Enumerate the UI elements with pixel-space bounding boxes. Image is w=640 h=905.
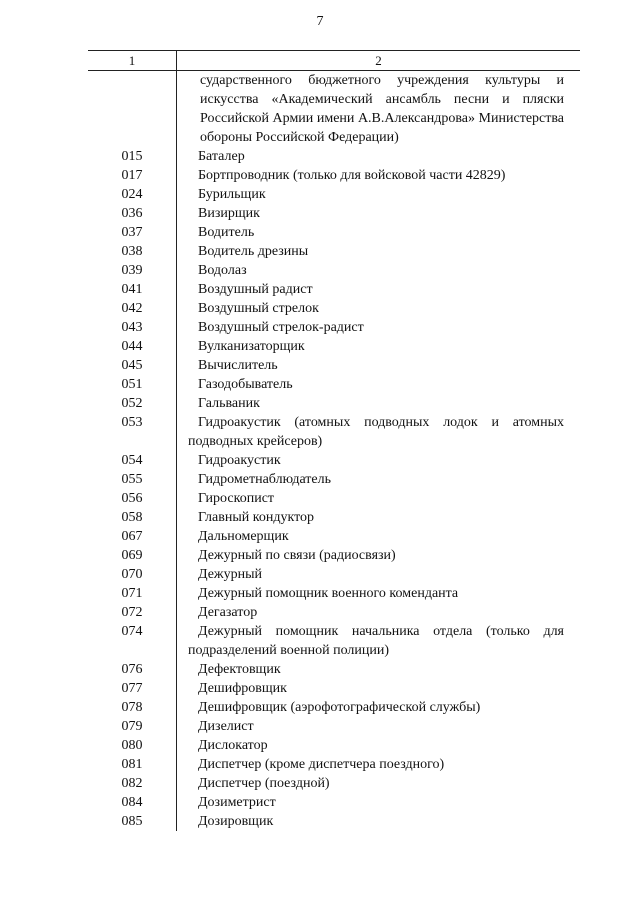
table-row	[88, 584, 580, 603]
table-row	[88, 679, 580, 698]
table-row	[88, 318, 580, 337]
row-code: 038	[121, 244, 143, 259]
table-row	[88, 793, 580, 812]
row-code: 076	[121, 662, 143, 677]
row-code: 058	[121, 510, 143, 525]
table-row	[88, 565, 580, 584]
row-name: Дежурный помощник начальника отдела (только для подразделений военной полиции)	[188, 624, 564, 658]
row-name: Визирщик	[198, 206, 260, 221]
table-row	[88, 356, 580, 375]
table-row	[88, 717, 580, 736]
table-row	[88, 527, 580, 546]
table-row	[88, 622, 580, 660]
row-name: Дислокатор	[198, 738, 268, 753]
row-name: Баталер	[198, 149, 245, 164]
row-name: Бурильщик	[198, 187, 266, 202]
row-code: 067	[121, 529, 143, 544]
row-name: Бортпроводник (только для войсковой части 42829)	[198, 168, 506, 183]
row-code: 017	[121, 168, 143, 183]
row-code: 082	[121, 776, 143, 791]
table-row	[88, 166, 580, 185]
row-name: Дегазатор	[198, 605, 258, 620]
row-code: 052	[121, 396, 143, 411]
header-col-1: 1	[88, 51, 177, 70]
row-name: Гидроакустик	[198, 453, 281, 468]
row-name: Дефектовщик	[198, 662, 281, 677]
row-code: 074	[121, 624, 143, 639]
table-row	[88, 223, 580, 242]
table-row	[88, 698, 580, 717]
row-code: 071	[121, 586, 143, 601]
row-name: Дежурный по связи (радиосвязи)	[198, 548, 396, 563]
row-code: 039	[121, 263, 143, 278]
row-name: Гироскопист	[198, 491, 275, 506]
row-code: 070	[121, 567, 143, 582]
row-name: Гидрометнаблюдатель	[198, 472, 331, 487]
row-code: 045	[121, 358, 143, 373]
table-row	[88, 375, 580, 394]
table-row	[88, 242, 580, 261]
table-row	[88, 413, 580, 451]
row-code: 069	[121, 548, 143, 563]
page-number: 7	[316, 14, 324, 29]
row-name: Дешифровщик	[198, 681, 287, 696]
row-code: 041	[121, 282, 143, 297]
table-row	[88, 280, 580, 299]
table-row	[88, 394, 580, 413]
row-name: Дозиметрист	[198, 795, 276, 810]
row-code: 036	[121, 206, 143, 221]
row-name: Гальваник	[198, 396, 260, 411]
table-row	[88, 337, 580, 356]
table-row	[88, 546, 580, 565]
row-name: Воздушный стрелок	[198, 301, 319, 316]
row-code: 084	[121, 795, 143, 810]
row-code: 024	[121, 187, 143, 202]
row-code: 051	[121, 377, 143, 392]
row-name: Дозировщик	[198, 814, 274, 829]
row-name: Воздушный радист	[198, 282, 313, 297]
row-name: Дальномерщик	[198, 529, 289, 544]
column-divider	[176, 71, 177, 831]
row-code: 043	[121, 320, 143, 335]
table-header	[88, 50, 580, 71]
row-name: Газодобыватель	[198, 377, 293, 392]
row-code: 056	[121, 491, 143, 506]
row-name: Диспетчер (поездной)	[198, 776, 330, 791]
row-code: 078	[121, 700, 143, 715]
table-row	[88, 204, 580, 223]
row-code: 042	[121, 301, 143, 316]
row-name: Дизелист	[198, 719, 254, 734]
table-row	[88, 489, 580, 508]
table-row	[88, 451, 580, 470]
rows-container	[88, 147, 580, 831]
row-name: Дежурный	[198, 567, 262, 582]
table-row	[88, 660, 580, 679]
table-row	[88, 774, 580, 793]
table-row	[88, 736, 580, 755]
table-row	[88, 755, 580, 774]
row-code: 081	[121, 757, 143, 772]
row-name: Водитель дрезины	[198, 244, 309, 259]
row-name: Вулканизаторщик	[198, 339, 305, 354]
intro-text: сударственного бюджетного учреждения культуры и искусства «Академический ансамбль песни и пляски Российской Армии имени А.В.Александрова» Министерства обороны Российской Федерации)	[200, 73, 564, 145]
row-code: 077	[121, 681, 143, 696]
row-code: 044	[121, 339, 143, 354]
row-code: 085	[121, 814, 143, 829]
row-name: Воздушный стрелок-радист	[198, 320, 364, 335]
row-code: 015	[121, 149, 143, 164]
table-row	[88, 147, 580, 166]
header-col-2: 2	[375, 53, 382, 68]
row-code: 072	[121, 605, 143, 620]
table-row	[88, 261, 580, 280]
row-code: 079	[121, 719, 143, 734]
occupation-table	[88, 50, 580, 831]
table-row	[88, 299, 580, 318]
row-name: Водолаз	[198, 263, 247, 278]
row-name: Диспетчер (кроме диспетчера поездного)	[198, 757, 445, 772]
table-row	[88, 508, 580, 527]
table-body	[88, 71, 580, 831]
row-code: 053	[121, 415, 143, 430]
row-code: 054	[121, 453, 143, 468]
row-name: Водитель	[198, 225, 255, 240]
table-row	[88, 185, 580, 204]
row-name: Дешифровщик (аэрофотографической службы)	[198, 700, 481, 715]
row-code: 080	[121, 738, 143, 753]
row-code: 037	[121, 225, 143, 240]
table-row	[88, 470, 580, 489]
table-row	[88, 603, 580, 622]
row-name: Дежурный помощник военного коменданта	[198, 586, 459, 601]
row-name: Гидроакустик (атомных подводных лодок и атомных подводных крейсеров)	[188, 415, 564, 449]
table-row	[88, 812, 580, 831]
row-name: Вычислитель	[198, 358, 278, 373]
row-name: Главный кондуктор	[198, 510, 314, 525]
row-code: 055	[121, 472, 143, 487]
